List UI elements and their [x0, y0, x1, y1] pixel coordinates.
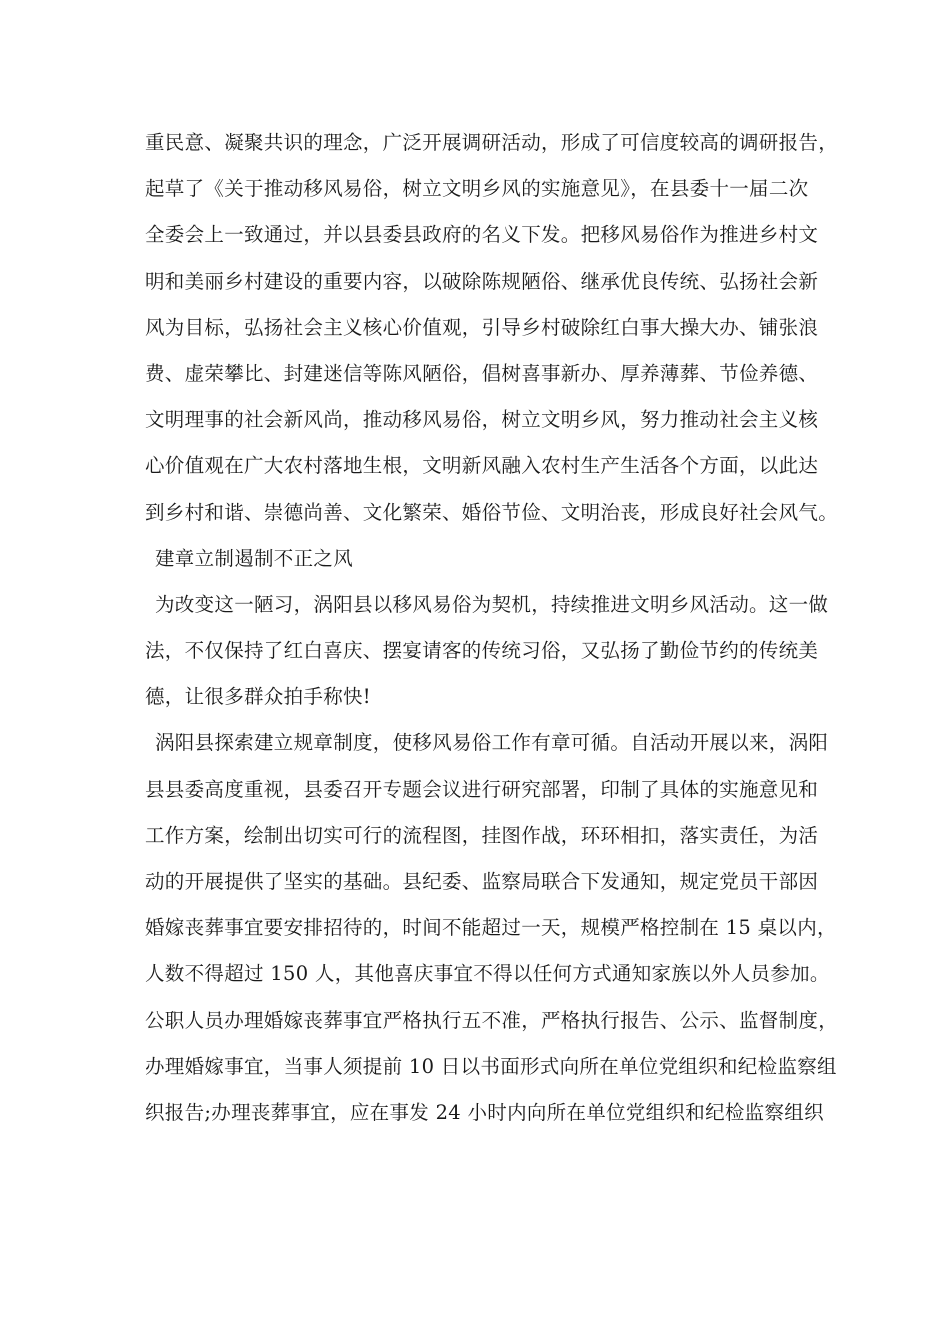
- text-line: 法，不仅保持了红白喜庆、摆宴请客的传统习俗，又弘扬了勤俭节约的传统美: [145, 639, 819, 663]
- body-text: [145, 120, 839, 1136]
- text-line: 动的开展提供了坚实的基础。县纪委、监察局联合下发通知，规定党员干部因: [145, 870, 819, 893]
- text-line: 风为目标，弘扬社会主义核心价值观，引导乡村破除红白事大操大办、铺张浪: [145, 315, 819, 339]
- text-line: 公职人员办理婚嫁丧葬事宜严格执行五不准，严格执行报告、公示、监督制度，: [145, 1008, 839, 1032]
- text-line: 办理婚嫁事宜，当事人须提前 10 日以书面形式向所在单位党组织和纪检监察组: [145, 1054, 837, 1078]
- text-line: 县县委高度重视，县委召开专题会议进行研究部署，印制了具体的实施意见和: [145, 777, 819, 801]
- text-line: 到乡村和谐、崇德尚善、文化繁荣、婚俗节俭、文明治丧，形成良好社会风气。: [145, 500, 839, 524]
- text-line: 工作方案，绘制出切实可行的流程图，挂图作战，环环相扣，落实责任，为活: [145, 823, 819, 847]
- section-heading: 建章立制遏制不正之风: [155, 546, 354, 570]
- text-line: 德，让很多群众拍手称快!: [145, 685, 371, 709]
- text-line: 婚嫁丧葬事宜要安排招待的，时间不能超过一天，规模严格控制在 15 桌以内，: [145, 916, 837, 940]
- text-line: 文明理事的社会新风尚，推动移风易俗，树立文明乡风，努力推动社会主义核: [145, 408, 819, 432]
- text-line: 全委会上一致通过，并以县委县政府的名义下发。把移风易俗作为推进乡村文: [145, 223, 819, 247]
- text-line: 费、虚荣攀比、封建迷信等陈风陋俗，倡树喜事新办、厚养薄葬、节俭养德、: [145, 361, 819, 385]
- text-line: 重民意、凝聚共识的理念，广泛开展调研活动，形成了可信度较高的调研报告，: [145, 131, 839, 154]
- text-line: 明和美丽乡村建设的重要内容，以破除陈规陋俗、继承优良传统、弘扬社会新: [145, 269, 819, 293]
- text-line: 起草了《关于推动移风易俗，树立文明乡风的实施意见》，在县委十一届二次: [145, 177, 809, 201]
- text-line: 织报告;办理丧葬事宜，应在事发 24 小时内向所在单位党组织和纪检监察组织: [145, 1100, 824, 1124]
- text-line: 为改变这一陋习，涡阳县以移风易俗为契机，持续推进文明乡风活动。这一做: [155, 592, 829, 616]
- text-line: 涡阳县探索建立规章制度，使移风易俗工作有章可循。自活动开展以来，涡阳: [155, 731, 829, 755]
- text-line: 人数不得超过 150 人，其他喜庆事宜不得以任何方式通知家族以外人员参加。: [145, 962, 830, 986]
- text-line: 心价值观在广大农村落地生根，文明新风融入农村生产生活各个方面，以此达: [145, 454, 819, 478]
